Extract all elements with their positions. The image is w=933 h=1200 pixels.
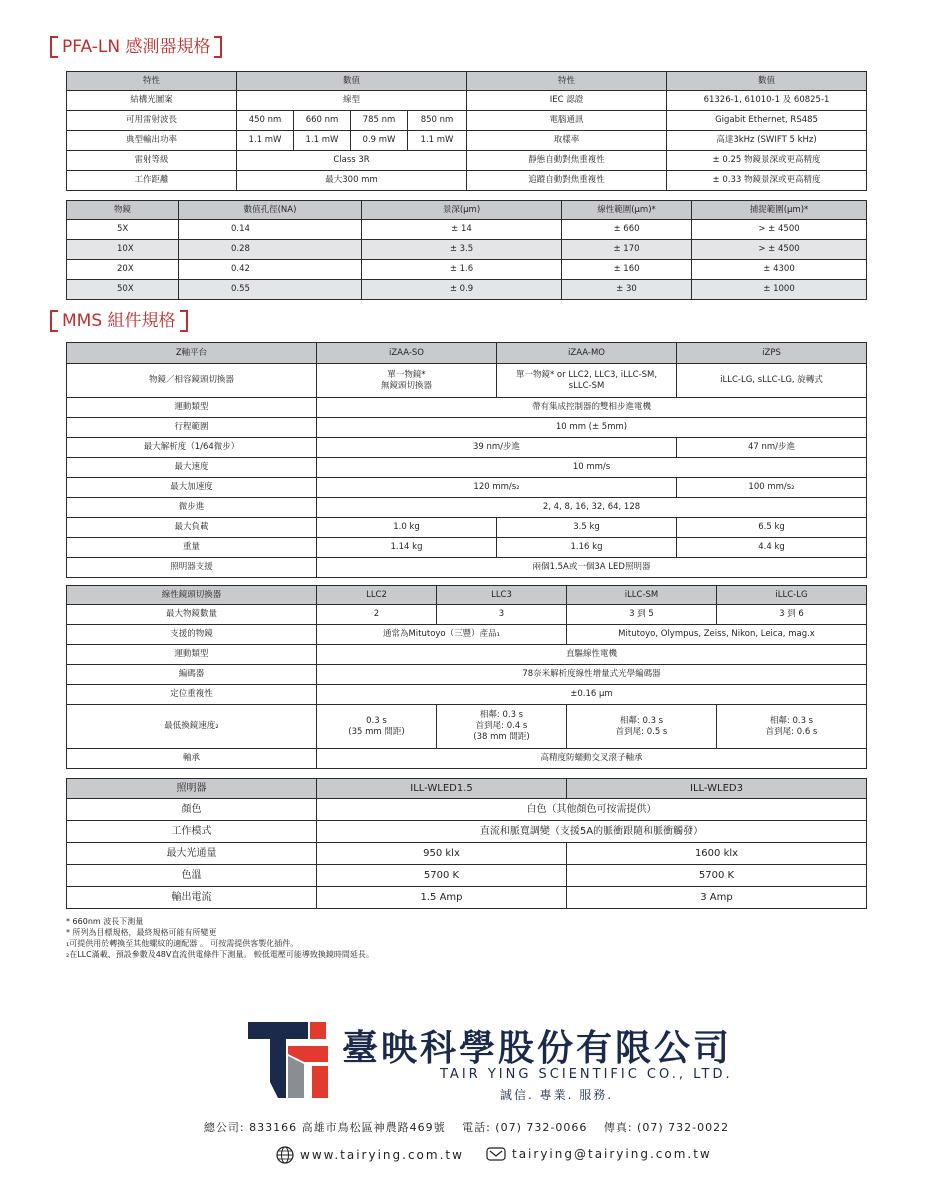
cell — [497, 364, 677, 398]
spec-value: 850 nm — [408, 111, 467, 131]
section-title-mms: MMS 組件規格 — [50, 310, 188, 332]
spec-value: ± 0.25 物鏡景深或更高精度 — [667, 151, 867, 171]
spec-key: 最大速度 — [67, 458, 317, 478]
table-row — [67, 843, 867, 865]
table-row — [67, 280, 867, 300]
spec-value: Gigabit Ethernet, RS485 — [667, 111, 867, 131]
col-header: iZPS — [677, 343, 867, 364]
cell: ± 160 — [562, 260, 692, 280]
spec-key: 物鏡／相容鏡頭切換器 — [67, 364, 317, 398]
table-row — [67, 645, 867, 665]
cell: ± 1.6 — [362, 260, 562, 280]
company-name-en: TAIR YING SCIENTIFIC CO., LTD. — [440, 1067, 733, 1082]
spec-key: 最大解析度（1/64微步） — [67, 438, 317, 458]
cell: 950 klx — [317, 843, 567, 865]
spec-key: 輸出電流 — [67, 887, 317, 909]
col-header: LLC2 — [317, 586, 437, 605]
spec-value: 最大300 mm — [237, 171, 467, 191]
col-header: ILL-WLED3 — [567, 779, 867, 799]
cell: 0.28 — [179, 240, 362, 260]
cell-line: (38 mm 間距) — [473, 732, 530, 742]
cell-line: 無鏡頭切換器 — [380, 380, 432, 391]
table-row — [67, 91, 867, 111]
spec-value: 1.1 mW — [237, 131, 294, 151]
col-header: 物鏡 — [67, 201, 179, 220]
cell: ± 30 — [562, 280, 692, 300]
table-row — [67, 131, 867, 151]
col-header: iZAA-MO — [497, 343, 677, 364]
cell: 1.5 Amp — [317, 887, 567, 909]
table-row — [67, 705, 867, 749]
col-header: ILL-WLED1.5 — [317, 779, 567, 799]
cell-line: 首到尾: 0.5 s — [615, 726, 668, 737]
footnote: ₁可提供用於轉換至其他螺紋的適配器 。 可按需提供客製化插件。 — [66, 939, 299, 948]
cell: ± 170 — [562, 240, 692, 260]
spec-key: 支援的物鏡 — [67, 625, 317, 645]
cell: 1.0 kg — [317, 518, 497, 538]
spec-key: 最大光通量 — [67, 843, 317, 865]
cell — [567, 705, 717, 749]
footnotes — [66, 916, 374, 960]
cell: 5X — [67, 220, 179, 240]
cell — [317, 705, 437, 749]
cell: > ± 4500 — [692, 240, 867, 260]
spec-value: 660 nm — [294, 111, 351, 131]
spec-key: 最低換鏡速度₂ — [67, 705, 317, 749]
cell — [437, 705, 567, 749]
cell: 100 mm/s₂ — [677, 478, 867, 498]
table-row — [67, 865, 867, 887]
table-row — [67, 605, 867, 625]
cell: 2, 4, 8, 16, 32, 64, 128 — [317, 498, 867, 518]
col-header: 數值 — [237, 72, 467, 91]
spec-value: 高達3kHz (SWIFT 5 kHz) — [667, 131, 867, 151]
cell: 直流和脈寬調變（支援5A的脈衝跟隨和脈衝觸發） — [317, 821, 867, 843]
table-row — [67, 685, 867, 705]
cell: ± 14 — [362, 220, 562, 240]
website-text: www.tairying.com.tw — [300, 1148, 464, 1162]
col-header: 景深(µm) — [362, 201, 562, 220]
spec-value: 61326-1, 61010-1 及 60825-1 — [667, 91, 867, 111]
cell: iLLC-LG, sLLC-LG, 旋轉式 — [677, 364, 867, 398]
spec-key: 運動類型 — [67, 398, 317, 418]
cell-line: 相鄰: 0.3 s — [769, 715, 814, 726]
footnote: ₂在LLC滿載、預設參數及48V直流供電條件下測量。 較低電壓可能導致換鏡時間延長。 — [66, 950, 374, 959]
cell: 120 mm/s₂ — [317, 478, 677, 498]
cell: 2 — [317, 605, 437, 625]
table-row — [67, 478, 867, 498]
table-row — [67, 458, 867, 478]
spec-value: 線型 — [237, 91, 467, 111]
col-header: 線性範圍(µm)* — [562, 201, 692, 220]
illuminator-table — [66, 778, 867, 909]
envelope-icon — [486, 1146, 506, 1162]
spec-value: 1.1 mW — [294, 131, 351, 151]
spec-value: 1.1 mW — [408, 131, 467, 151]
cell-line: 首到尾: 0.4 s — [475, 721, 528, 731]
cell-line: sLLC-SM — [568, 380, 605, 391]
spec-key: 行程範圍 — [67, 418, 317, 438]
cell: 3 — [437, 605, 567, 625]
spec-key: 靜態自動對焦重複性 — [467, 151, 667, 171]
spec-key: 結構光圖案 — [67, 91, 237, 111]
spec-value: 0.9 mW — [351, 131, 408, 151]
company-logo — [248, 1018, 330, 1100]
table-row — [67, 538, 867, 558]
objective-table — [66, 200, 867, 300]
cell: 3 到 5 — [567, 605, 717, 625]
cell: 5700 K — [317, 865, 567, 887]
email-text: tairying@tairying.com.tw — [512, 1147, 712, 1161]
cell: 50X — [67, 280, 179, 300]
col-header: 照明器 — [67, 779, 317, 799]
cell-line: 單一物鏡* or LLC2, LLC3, iLLC-SM, — [515, 369, 658, 380]
cell-line: (35 mm 間距) — [348, 726, 405, 737]
address-line: 總公司: 833166 高雄市鳥松區神農路469號 電話: (07) 732-0066 傳真: (07) 732-0022 — [203, 1121, 730, 1134]
cell: 10 mm (± 5mm) — [317, 418, 867, 438]
table-row — [67, 418, 867, 438]
spec-key: 運動類型 — [67, 645, 317, 665]
table-row — [67, 518, 867, 538]
cell: 6.5 kg — [677, 518, 867, 538]
globe-icon — [276, 1146, 294, 1164]
cell: 3 到 6 — [717, 605, 867, 625]
spec-key: 電腦通訊 — [467, 111, 667, 131]
llc-table — [66, 585, 867, 769]
spec-key: 照明器支援 — [67, 558, 317, 578]
spec-key: 定位重複性 — [67, 685, 317, 705]
cell-line: 0.3 s — [366, 715, 387, 726]
cell: 47 nm/步進 — [677, 438, 867, 458]
table-row — [67, 398, 867, 418]
spec-key: 色溫 — [67, 865, 317, 887]
spec-key: 工作距離 — [67, 171, 237, 191]
cell: 78奈米解析度線性增量式光學編碼器 — [317, 665, 867, 685]
cell: 3.5 kg — [497, 518, 677, 538]
cell: 帶有集成控制器的雙相步進電機 — [317, 398, 867, 418]
cell: > ± 4500 — [692, 220, 867, 240]
cell: 20X — [67, 260, 179, 280]
col-header: LLC3 — [437, 586, 567, 605]
spec-value: 450 nm — [237, 111, 294, 131]
spec-key: 追蹤自動對焦重複性 — [467, 171, 667, 191]
table-row — [67, 665, 867, 685]
company-name-zh: 臺映科學股份有限公司 — [342, 1028, 733, 1069]
cell: ± 660 — [562, 220, 692, 240]
spec-key: 顏色 — [67, 799, 317, 821]
col-header: 線性鏡頭切換器 — [67, 586, 317, 605]
col-header: iLLC-LG — [717, 586, 867, 605]
table-row — [67, 625, 867, 645]
footnote: * 所列為目標規格，最終規格可能有所變更 — [66, 928, 217, 937]
table-row — [67, 111, 867, 131]
spec-value: ± 0.33 物鏡景深或更高精度 — [667, 171, 867, 191]
col-header: iZAA-SO — [317, 343, 497, 364]
footnote: * 660nm 波長下測量 — [66, 917, 144, 926]
table-row — [67, 260, 867, 280]
col-header: 數值 — [667, 72, 867, 91]
cell: 0.14 — [179, 220, 362, 240]
cell: Mitutoyo, Olympus, Zeiss, Nikon, Leica, mag.x — [567, 625, 867, 645]
cell: ± 3.5 — [362, 240, 562, 260]
cell — [717, 705, 867, 749]
spec-key: 最大加速度 — [67, 478, 317, 498]
spec-key: 重量 — [67, 538, 317, 558]
col-header: 特性 — [67, 72, 237, 91]
cell: ± 1000 — [692, 280, 867, 300]
table-row — [67, 151, 867, 171]
cell: 1.16 kg — [497, 538, 677, 558]
spec-key: 取樣率 — [467, 131, 667, 151]
cell: ± 4300 — [692, 260, 867, 280]
cell: 白色（其他顏色可按需提供） — [317, 799, 867, 821]
spec-key: 編碼器 — [67, 665, 317, 685]
cell: 4.4 kg — [677, 538, 867, 558]
col-header: 數值孔徑(NA) — [179, 201, 362, 220]
spec-key: 微步進 — [67, 498, 317, 518]
cell-line: 首到尾: 0.6 s — [765, 726, 818, 737]
table-row — [67, 799, 867, 821]
spec-value: 785 nm — [351, 111, 408, 131]
spec-key: 軸承 — [67, 749, 317, 769]
cell: ±0.16 µm — [317, 685, 867, 705]
cell: 3 Amp — [567, 887, 867, 909]
spec-key: 工作模式 — [67, 821, 317, 843]
spec-value: Class 3R — [237, 151, 467, 171]
cell-line: 單一物鏡* — [387, 369, 426, 380]
table-row — [67, 364, 867, 398]
table-row — [67, 749, 867, 769]
cell-line: 相鄰: 0.3 s — [479, 710, 524, 720]
cell: 5700 K — [567, 865, 867, 887]
spec-key: 最大負載 — [67, 518, 317, 538]
cell: 0.42 — [179, 260, 362, 280]
cell — [317, 364, 497, 398]
cell: 1600 klx — [567, 843, 867, 865]
spec-key: 可用雷射波長 — [67, 111, 237, 131]
cell: 高精度防蠕動交叉滾子軸承 — [317, 749, 867, 769]
section-title-pfa: PFA-LN 感測器規格 — [50, 36, 222, 58]
cell: 1.14 kg — [317, 538, 497, 558]
spec-key: 典型輸出功率 — [67, 131, 237, 151]
table-row — [67, 558, 867, 578]
table-row — [67, 438, 867, 458]
table-row — [67, 498, 867, 518]
table-row — [67, 821, 867, 843]
spec-key: IEC 認證 — [467, 91, 667, 111]
email-link[interactable] — [486, 1146, 712, 1162]
table-row — [67, 240, 867, 260]
cell: 10X — [67, 240, 179, 260]
website-link[interactable] — [276, 1146, 464, 1164]
spec-key: 最大物鏡數量 — [67, 605, 317, 625]
col-header: 捕捉範圍(µm)* — [692, 201, 867, 220]
col-header: Z軸平台 — [67, 343, 317, 364]
cell: ± 0.9 — [362, 280, 562, 300]
cell: 通常為Mitutoyo（三豐）產品₁ — [317, 625, 567, 645]
table-row — [67, 220, 867, 240]
company-slogan: 誠信. 專業. 服務. — [500, 1088, 614, 1102]
cell: 0.55 — [179, 280, 362, 300]
cell: 39 nm/步進 — [317, 438, 677, 458]
zstage-table — [66, 342, 867, 578]
cell: 兩個1.5A或一個3A LED照明器 — [317, 558, 867, 578]
col-header: 特性 — [467, 72, 667, 91]
cell-line: 相鄰: 0.3 s — [619, 715, 664, 726]
spec-key: 雷射等級 — [67, 151, 237, 171]
cell: 直驅線性電機 — [317, 645, 867, 665]
pfa-spec-table — [66, 71, 867, 191]
table-row — [67, 171, 867, 191]
cell: 10 mm/s — [317, 458, 867, 478]
table-row — [67, 887, 867, 909]
col-header: iLLC-SM — [567, 586, 717, 605]
